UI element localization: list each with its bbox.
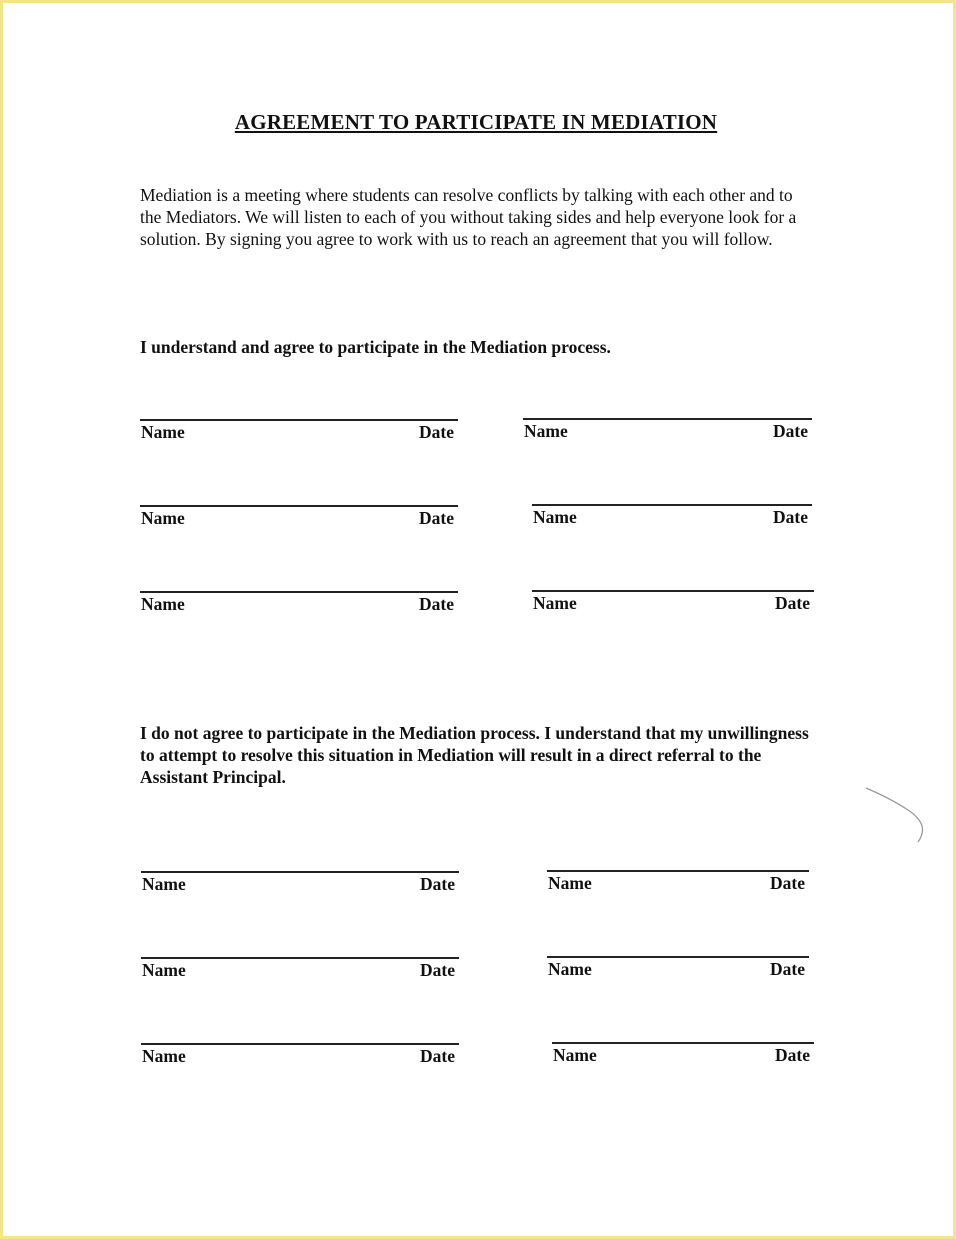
signature-rule bbox=[140, 505, 458, 507]
date-label: Date bbox=[420, 1046, 455, 1066]
signature-rule bbox=[532, 590, 814, 592]
signature-rule bbox=[141, 1043, 459, 1045]
disagree-signature-line-5[interactable] bbox=[141, 1043, 459, 1073]
date-label: Date bbox=[419, 594, 454, 614]
signature-rule bbox=[532, 504, 812, 506]
signature-rule bbox=[547, 956, 809, 958]
disagree-signature-line-1[interactable] bbox=[141, 871, 459, 901]
agree-signature-line-4[interactable] bbox=[532, 504, 812, 534]
name-label: Name bbox=[141, 594, 185, 614]
name-label: Name bbox=[548, 873, 592, 893]
name-label: Name bbox=[142, 960, 186, 980]
agree-signature-line-6[interactable] bbox=[532, 590, 814, 620]
disagree-signature-line-2[interactable] bbox=[547, 870, 809, 900]
name-label: Name bbox=[548, 959, 592, 979]
agree-statement: I understand and agree to participate in the Mediation process. bbox=[140, 337, 611, 357]
signature-rule bbox=[141, 871, 459, 873]
signature-rule bbox=[547, 870, 809, 872]
agree-signature-line-1[interactable] bbox=[140, 419, 458, 449]
signature-rule bbox=[141, 957, 459, 959]
name-label: Name bbox=[141, 508, 185, 528]
date-label: Date bbox=[775, 1045, 810, 1065]
name-label: Name bbox=[533, 507, 577, 527]
disagree-signature-line-6[interactable] bbox=[552, 1042, 814, 1072]
date-label: Date bbox=[773, 507, 808, 527]
name-label: Name bbox=[142, 874, 186, 894]
date-label: Date bbox=[770, 873, 805, 893]
date-label: Date bbox=[770, 959, 805, 979]
margin-scribble bbox=[860, 780, 930, 850]
intro-paragraph: Mediation is a meeting where students can resolve conflicts by talking with each other and to the Mediators. We will listen to each of you without taking sides and help everyone look for a solution. By signing you agree to work with us to reach an agreement that you will follow. bbox=[140, 185, 797, 249]
name-label: Name bbox=[142, 1046, 186, 1066]
agree-signature-line-2[interactable] bbox=[523, 418, 812, 448]
disagree-signature-line-3[interactable] bbox=[141, 957, 459, 987]
agree-signature-line-5[interactable] bbox=[140, 591, 458, 621]
date-label: Date bbox=[420, 874, 455, 894]
date-label: Date bbox=[775, 593, 810, 613]
disagree-statement: I do not agree to participate in the Mediation process. I understand that my unwillingness to attempt to resolve this situation in Mediation will result in a direct referral to the Assistant Principal. bbox=[140, 723, 809, 787]
page-title: AGREEMENT TO PARTICIPATE IN MEDIATION bbox=[234, 110, 718, 134]
name-label: Name bbox=[533, 593, 577, 613]
disagree-signature-line-4[interactable] bbox=[547, 956, 809, 986]
date-label: Date bbox=[773, 421, 808, 441]
date-label: Date bbox=[420, 960, 455, 980]
signature-rule bbox=[523, 418, 812, 420]
signature-rule bbox=[552, 1042, 814, 1044]
date-label: Date bbox=[419, 508, 454, 528]
name-label: Name bbox=[524, 421, 568, 441]
signature-rule bbox=[140, 419, 458, 421]
signature-rule bbox=[140, 591, 458, 593]
date-label: Date bbox=[419, 422, 454, 442]
name-label: Name bbox=[141, 422, 185, 442]
name-label: Name bbox=[553, 1045, 597, 1065]
agree-signature-line-3[interactable] bbox=[140, 505, 458, 535]
